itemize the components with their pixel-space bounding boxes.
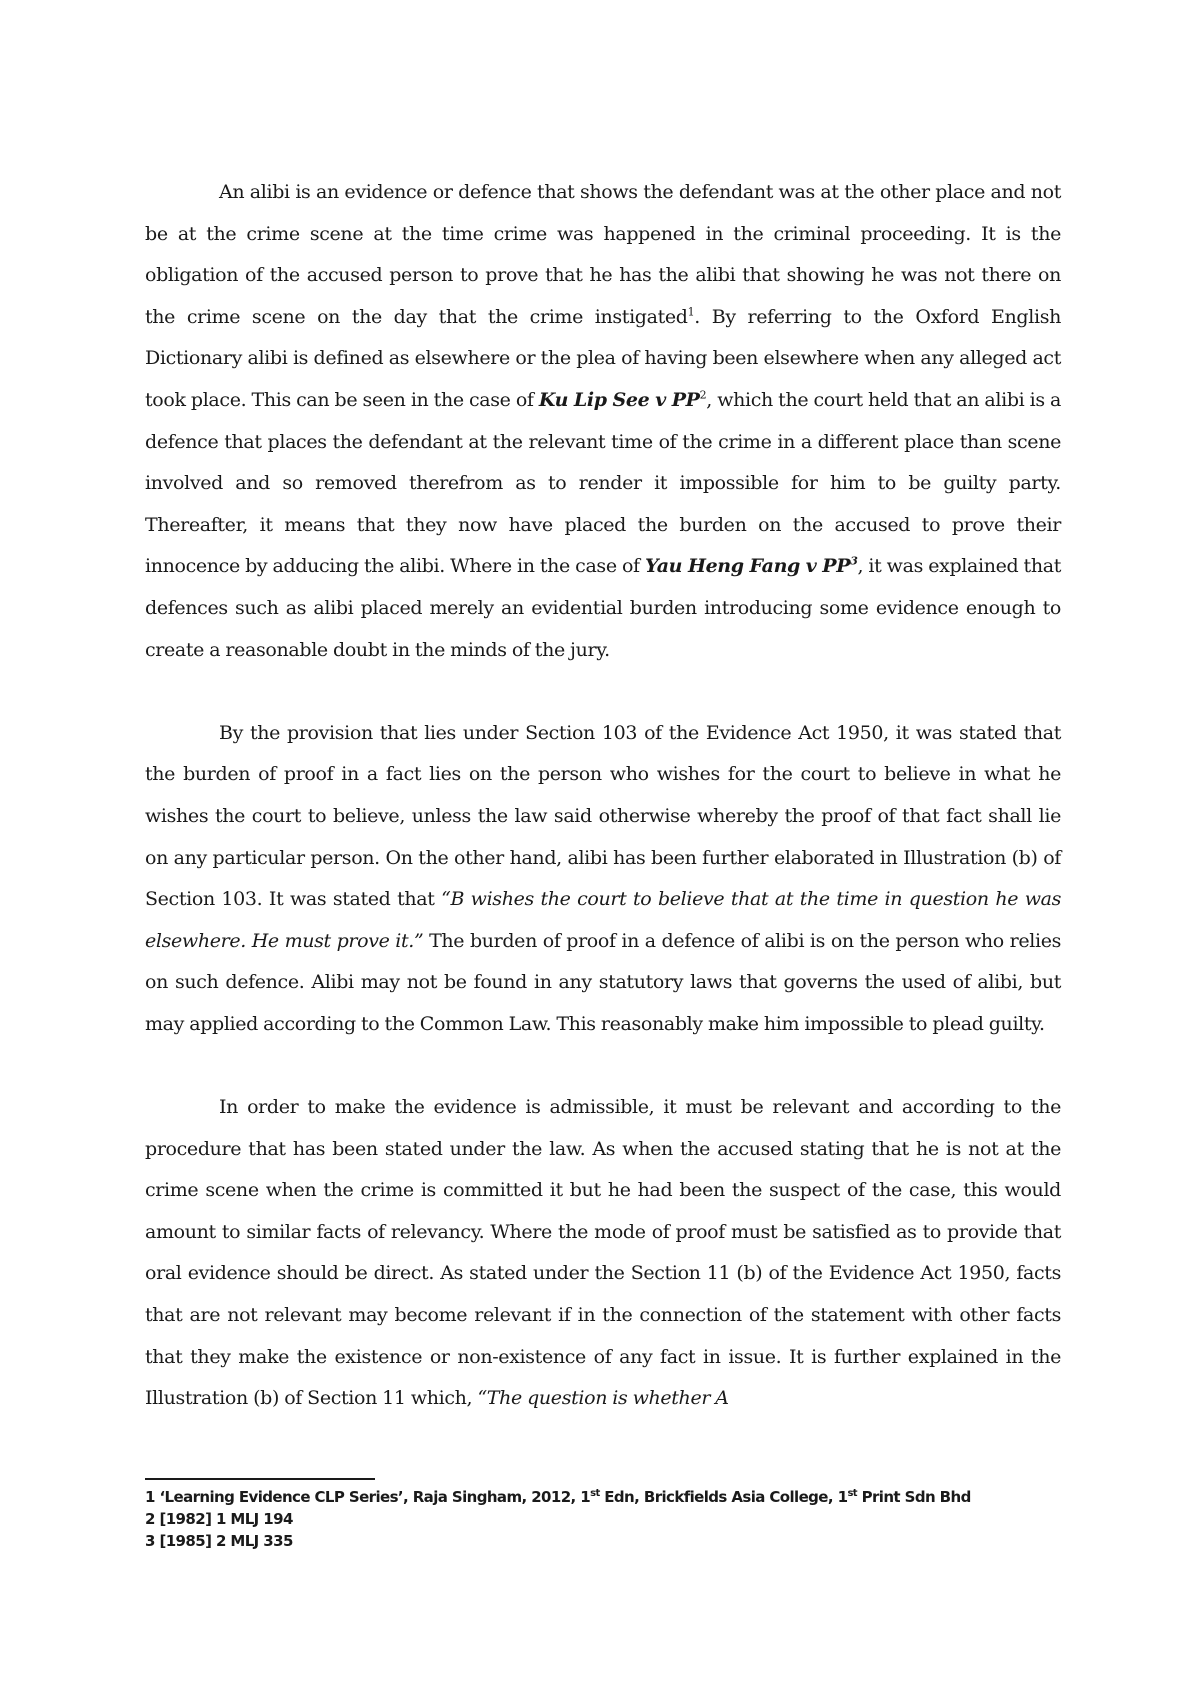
footnote-ref-2: 2 [699, 388, 707, 402]
illustration-quote: “B wishes the court to believe that at the time in question he was elsewhere. He must prove it.” [145, 888, 1061, 952]
paragraph-text: , it was explained that defences such as alibi placed merely an evidential burden introducing some evidence enough to create a reasonable doubt in the minds of the jury. [145, 555, 1061, 661]
footnote-2: 2 [1982] 1 MLJ 194 [145, 1510, 293, 1528]
footnote-ref-3: 3 [850, 555, 858, 569]
body-text [145, 172, 1061, 1420]
footnote-text: Edn, Brickfields Asia College, 1 [599, 1488, 848, 1506]
case-citation-yau-heng-fang: Yau Heng Fang v PP [644, 555, 851, 578]
case-citation-ku-lip-see: Ku Lip See v PP [538, 388, 700, 411]
footnote-3: 3 [1985] 2 MLJ 335 [145, 1532, 293, 1550]
paragraph-text: In order to make the evidence is admissible, it must be relevant and according to the procedure that has been stated under the law. As when the accused stating that he is not at the crime scene when the crime is committed it but he had been the suspect of the case, this would amount to similar facts of relevancy. Where the mode of proof must be satisfied as to provide that oral evidence should be direct. As stated under the Section 11 (b) of the Evidence Act 1950, facts that are not relevant may become relevant if in the connection of the statement with other facts that they make the existence or non-existence of any fact in issue. It is further explained in the Illustration (b) of Section 11 which, [145, 1096, 1061, 1410]
paragraph-text: The burden of proof in a defence of alibi is on the person who relies on such defence. Alibi may not be found in any statutory laws that governs the used of alibi, but may applied according to the Common Law. This reasonably make him impossible to plead guilty. [145, 929, 1061, 1035]
paragraph-1 [145, 172, 1061, 671]
footnote-separator [145, 1478, 375, 1480]
paragraph-text: An alibi is an evidence or defence that shows the defendant was at the other place and not be at the crime scene at the time crime was happened in the criminal proceeding. It is the obligation of the accused person to prove that he has the alibi that showing he was not there on the crime scene on the day that the crime instigated [145, 181, 1061, 328]
footnote-ref-1: 1 [687, 305, 695, 319]
footnote-text: 1 ‘Learning Evidence CLP Series’, Raja Singham, 2012, 1 [145, 1488, 591, 1506]
paragraph-2 [145, 713, 1061, 1046]
footnote-superscript: st [847, 1488, 857, 1499]
paragraph-text: , which the court held that an alibi is a defence that places the defendant at the relevant time of the crime in a different place than scene involved and so removed therefrom as to render it impossible for him to be guilty party. Thereafter, it means that they now have placed the burden on the accused to prove their innocence by adducing the alibi. Where in the case of [145, 388, 1062, 578]
footnote-superscript: st [590, 1488, 600, 1499]
footnote-1 [145, 1486, 1061, 1508]
illustration-quote: “The question is whether A [477, 1387, 729, 1410]
footnote-text: Print Sdn Bhd [856, 1488, 971, 1506]
paragraph-text: . By referring to the Oxford English Dictionary alibi is defined as elsewhere or the plea of having been elsewhere when any alleged act took place. This can be seen in the case of [145, 305, 1061, 411]
paragraph-3 [145, 1087, 1061, 1420]
paragraph-text: By the provision that lies under Section 103 of the Evidence Act 1950, it was stated that the burden of proof in a fact lies on the person who wishes for the court to believe in what he wishes the court to believe, unless the law said otherwise whereby the proof of that fact shall lie on any particular person. On the other hand, alibi has been further elaborated in Illustration (b) of Section 103. It was stated that [145, 721, 1061, 911]
footnotes [145, 1486, 1061, 1552]
